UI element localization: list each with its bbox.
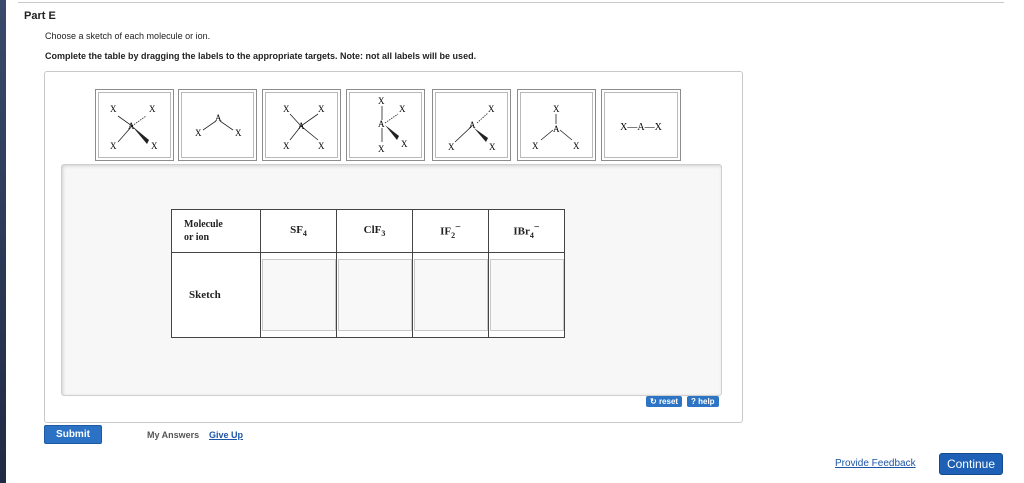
tetrahedral-tile[interactable] [432,89,511,161]
atom-a-label: A [298,121,305,131]
continue-button[interactable]: Continue [939,453,1003,475]
atom-x-label: X [151,141,158,151]
atom-x-label: X [318,104,325,114]
seesaw-tile[interactable] [95,89,174,161]
header-ibr4 [489,210,565,253]
atom-x-label: X [110,104,117,114]
atom-x-label: X [573,141,580,151]
atom-x-label: X [235,128,242,138]
atom-x-label: X [283,104,290,114]
header-molecule-or-ion [172,210,261,253]
sketch-row-label: Sketch [172,253,261,338]
reset-label: reset [658,397,679,406]
atom-x-label: X [195,128,202,138]
drop-target-if2[interactable] [414,259,488,331]
atom-x-label: X [378,96,385,106]
formula-base: SF [290,223,303,236]
atom-x-label: X [553,104,560,114]
atom-x-label: X [149,104,156,114]
drop-target-ibr4[interactable] [490,259,564,331]
my-answers-label: My Answers [147,430,200,440]
atom-x-label: X [448,142,455,152]
header-if2 [413,210,489,253]
atom-a-label: A [215,113,222,123]
divider [18,2,1004,3]
atom-a-label: A [378,119,385,129]
task-note: Complete the table by dragging the labels to the appropriate targets. Note: not all labels will be used. [45,51,477,61]
sketch-cell [337,253,413,338]
sketch-cell [489,253,565,338]
formula-base: IF [440,225,452,238]
atom-x-label: X [110,141,117,151]
atom-x-label: X [378,144,385,154]
header-clf3 [337,210,413,253]
header-sf4 [261,210,337,253]
bent-tile[interactable] [178,89,257,161]
atom-x-label: X [488,104,495,114]
atom-x-label: X [399,104,406,114]
formula-sub: 2 [451,230,456,240]
formula-sub: 3 [381,229,386,239]
instruction-text: Choose a sketch of each molecule or ion. [45,31,211,41]
linear-formula: X—A—X [620,122,662,133]
provide-feedback-link[interactable]: Provide Feedback [835,458,916,469]
formula-sub: 4 [302,229,307,239]
atom-a-label: A [469,120,476,130]
help-label: help [698,397,715,406]
formula-base: IBr [513,225,530,238]
part-title: Part E [24,10,56,22]
formula-charge: − [533,222,540,234]
drop-target-clf3[interactable] [338,259,412,331]
drop-target-sf4[interactable] [262,259,336,331]
sketch-cell [261,253,337,338]
atom-a-label: A [128,121,135,131]
header-line-1: Molecule [184,219,223,230]
atom-x-label: X [401,139,408,149]
table-header-row [172,210,565,253]
trigonal-planar-tile[interactable] [517,89,596,161]
table-sketch-row [172,253,565,338]
formula-base: ClF [363,223,382,236]
question-icon: ? [691,397,696,406]
square-planar-tile[interactable] [262,89,341,161]
submit-button[interactable]: Submit [44,425,102,444]
trigonal-bipyramidal-tile[interactable] [346,89,425,161]
reset-button[interactable] [646,396,682,407]
formula-sub: 4 [529,230,534,240]
sketch-cell [413,253,489,338]
give-up-link[interactable]: Give Up [209,430,244,440]
atom-x-label: X [318,141,325,151]
atom-x-label: X [283,141,290,151]
header-line-2: or ion [184,232,210,243]
molecule-table [171,209,565,338]
refresh-icon: ↻ [650,397,657,406]
atom-x-label: X [532,141,539,151]
atom-a-label: A [553,124,560,134]
window-edge [0,0,6,483]
atom-x-label: X [489,142,496,152]
formula-charge: − [455,222,461,234]
linear-tile[interactable] [601,89,681,161]
help-button[interactable] [687,396,719,407]
